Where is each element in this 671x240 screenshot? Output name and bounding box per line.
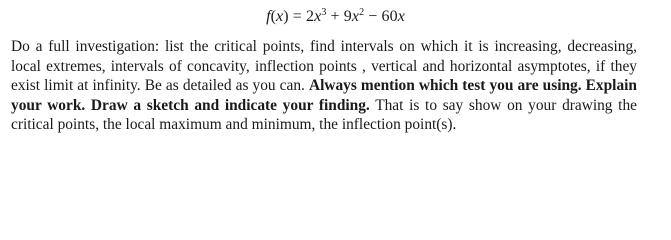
function-equation bbox=[0, 6, 671, 28]
term2-variable: x bbox=[351, 8, 360, 25]
problem-statement bbox=[11, 37, 637, 135]
paren-open: ( bbox=[270, 8, 277, 25]
term1-variable: x bbox=[314, 8, 322, 25]
plus-sign: + bbox=[326, 8, 344, 25]
problem-text-part1: Do a full investigation: list the critical points, find intervals on which it is increasing, decreasing, local extremes, intervals of concavity, inflection points , vertical and horizontal asymptotes, if they exist limit at infinity. Be as detailed as you can. bbox=[11, 38, 637, 95]
term1-exponent: 3 bbox=[321, 7, 327, 18]
term3-coefficient: 60 bbox=[381, 8, 398, 25]
function-variable: x bbox=[276, 8, 284, 25]
term1-coefficient: 2 bbox=[306, 8, 315, 25]
term3-variable: x bbox=[397, 8, 405, 25]
term2-coefficient: 9 bbox=[343, 8, 352, 25]
term2-exponent: 2 bbox=[359, 7, 365, 18]
minus-sign: − bbox=[364, 8, 382, 25]
problem-text-bold: Always mention which test you are using. Explain your work. Draw a sketch and indicate your finding. bbox=[11, 77, 637, 114]
function-name: f bbox=[266, 8, 271, 25]
paren-close: ) bbox=[283, 8, 289, 25]
equals-sign: = bbox=[288, 8, 307, 25]
problem-text-part2: That is to say show on your drawing the critical points, the local maximum and minimum, the inflection point(s). bbox=[11, 96, 637, 134]
